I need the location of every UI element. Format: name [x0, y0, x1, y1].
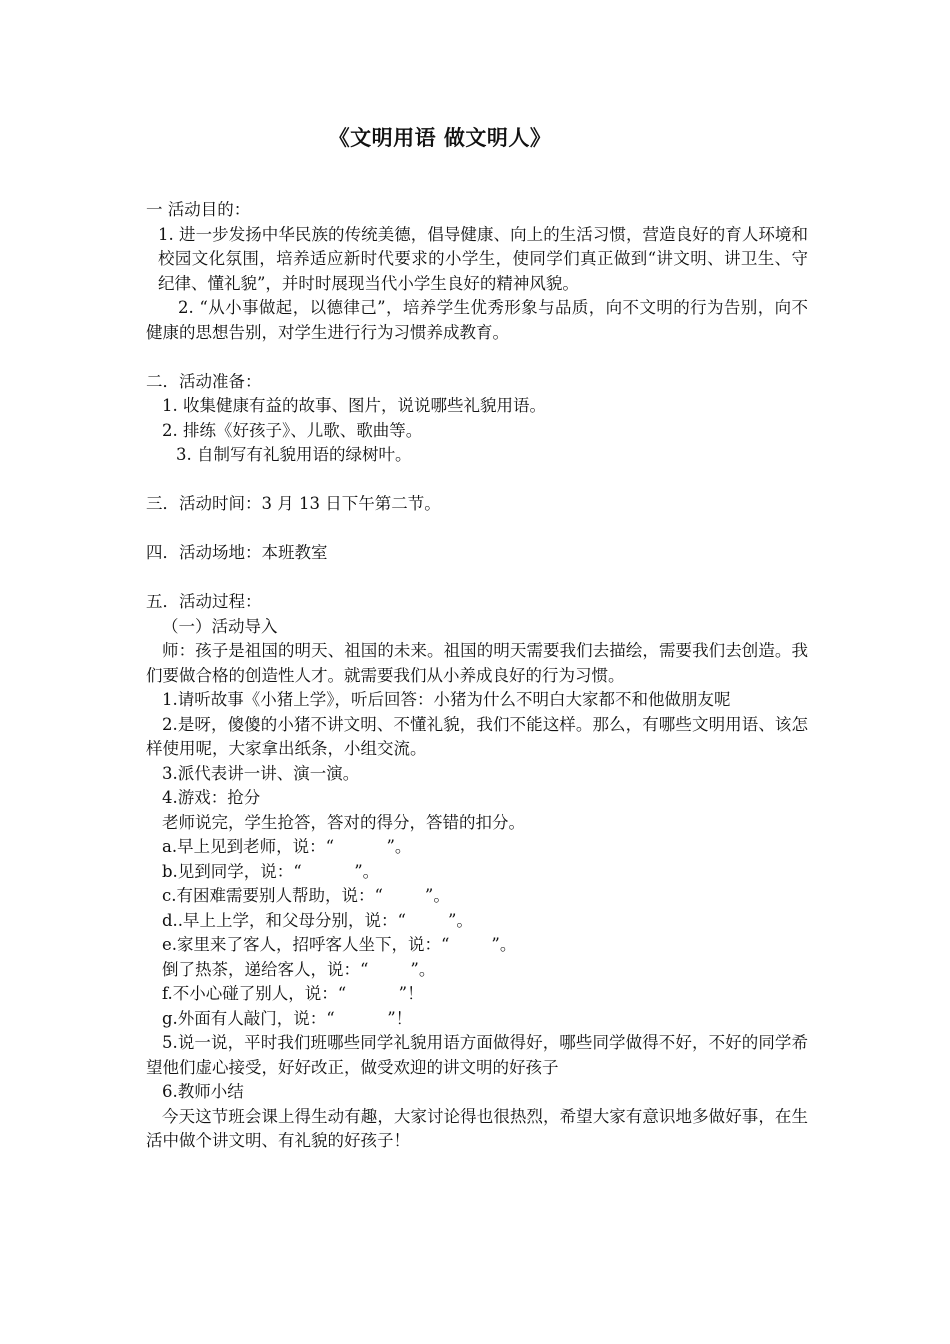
step-1: 1.请听故事《小猪上学》，听后回答：小猪为什么不明白大家都不和他做朋友呢: [162, 690, 731, 709]
process-heading: 五．活动过程：: [146, 592, 262, 611]
spacer: [146, 517, 808, 542]
question-f: f.不小心碰了别人，说：“ ”！: [162, 984, 424, 1003]
step-2: 2.是呀，傻傻的小猪不讲文明、不懂礼貌，我们不能这样。那么，有哪些文明用语、该怎样使用呢，大家拿出纸条，小组交流。: [146, 714, 808, 758]
purpose-item-2: 2. “从小事做起，以德律己”，培养学生优秀形象与品质，向不文明的行为告别，向不健康的思想告别，对学生进行行为习惯养成教育。: [146, 298, 808, 342]
teacher-summary: 今天这节班会课上得生动有趣，大家讨论得也很热烈，希望大家有意识地多做好事，在生活中做个讲文明、有礼貌的好孩子！: [146, 1106, 808, 1150]
question-e: e.家里来了客人，招呼客人坐下，说：“ ”。: [162, 935, 517, 954]
activity-time: 三．活动时间：3 月 13 日下午第二节。: [146, 494, 441, 513]
activity-place: 四．活动场地：本班教室: [146, 543, 328, 562]
purpose-item-1: 1. 进一步发扬中华民族的传统美德，倡导健康、向上的生活习惯，营造良好的育人环境和校园文化氛围，培养适应新时代要求的小学生，使同学们真正做到“讲文明、讲卫生、守纪律、懂礼貌”，并时时展现当代小学生良好的精神风貌。: [158, 224, 808, 293]
question-a: a.早上见到老师，说：“ ”。: [162, 837, 412, 856]
teacher-intro: 师：孩子是祖国的明天、祖国的未来。祖国的明天需要我们去描绘，需要我们去创造。我们要做合格的创造性人才。就需要我们从小养成良好的行为习惯。: [146, 641, 808, 685]
spacer: [146, 345, 808, 370]
document-title: 《文明用语 做文明人》: [328, 125, 552, 150]
spacer: [146, 566, 808, 591]
question-c: c.有困难需要别人帮助，说：“ ”。: [162, 886, 450, 905]
question-g: g.外面有人敲门，说：“ ”！: [162, 1008, 413, 1028]
question-d: d..早上上学，和父母分别，说：“ ”。: [162, 910, 473, 930]
spacer: [146, 468, 808, 493]
step-4: 4.游戏：抢分: [162, 788, 261, 807]
question-e-cont: 倒了热茶，递给客人，说：“ ”。: [162, 959, 436, 979]
prep-item-3: 3. 自制写有礼貌用语的绿树叶。: [176, 445, 412, 464]
prep-heading: 二．活动准备：: [146, 371, 262, 391]
purpose-heading: 一 活动目的：: [146, 200, 251, 219]
process-subheading: （一）活动导入: [162, 616, 278, 636]
step-6: 6.教师小结: [162, 1082, 244, 1101]
game-rule: 老师说完，学生抢答，答对的得分，答错的扣分。: [162, 812, 525, 832]
step-3: 3.派代表讲一讲、演一演。: [162, 763, 360, 783]
step-5: 5.说一说，平时我们班哪些同学礼貌用语方面做得好，哪些同学做得不好，不好的同学希望他们虚心接受，好好改正，做受欢迎的讲文明的好孩子: [146, 1033, 808, 1077]
prep-item-1: 1. 收集健康有益的故事、图片，说说哪些礼貌用语。: [162, 396, 546, 415]
question-b: b.见到同学，说：“ ”。: [162, 861, 380, 881]
document-body: [146, 198, 808, 1154]
prep-item-2: 2. 排练《好孩子》、儿歌、歌曲等。: [162, 420, 423, 440]
